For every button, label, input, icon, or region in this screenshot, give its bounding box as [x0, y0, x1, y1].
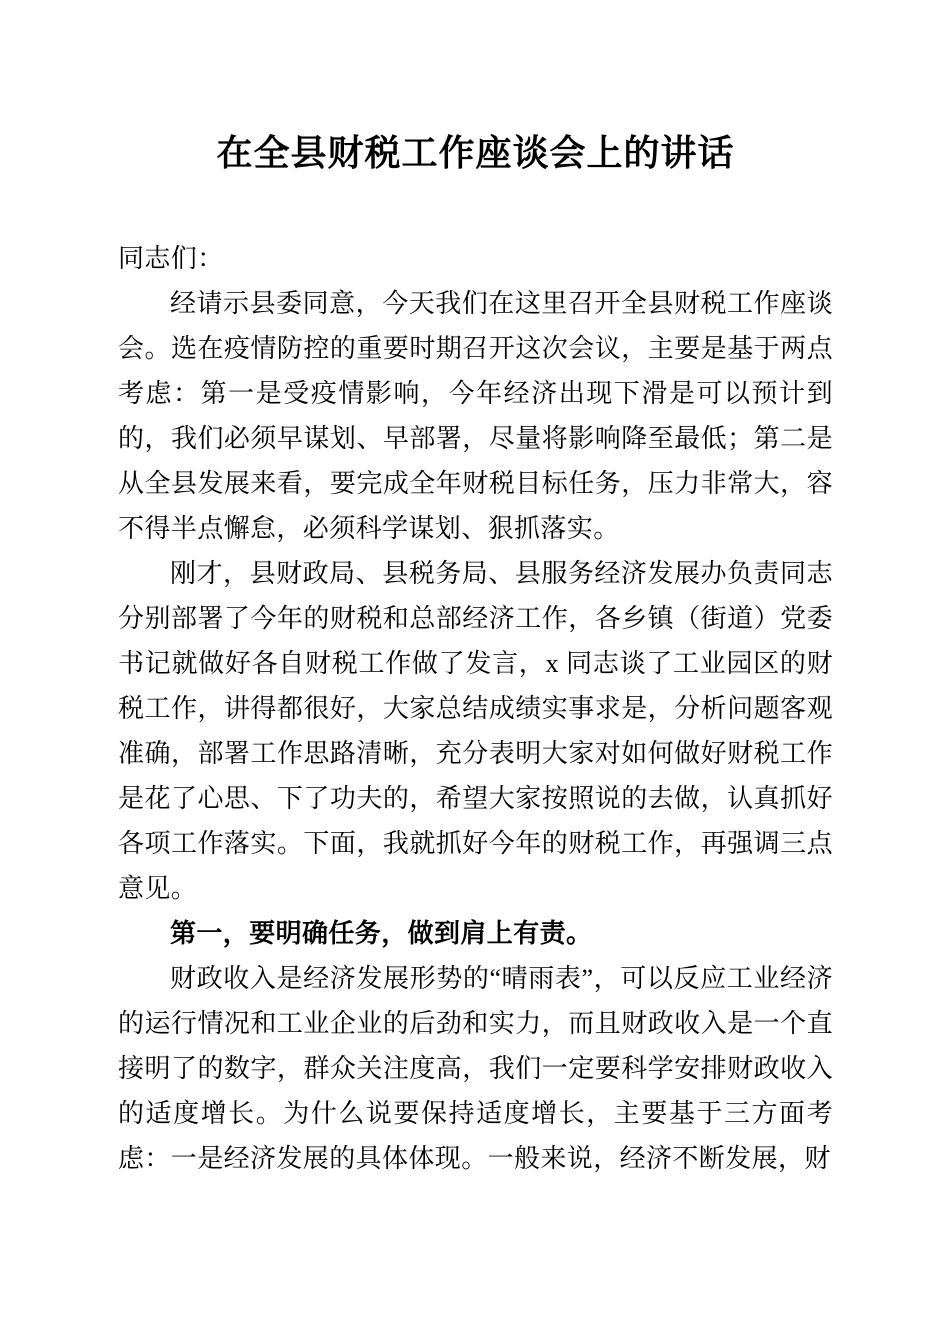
paragraph-opening: 经请示县委同意，今天我们在这里召开全县财税工作座谈会。选在疫情防控的重要时期召开这次会议，主要是基于两点考虑：第一是受疫情影响，今年经济出现下滑是可以预计到的，我们必须早谋划、早部署，尽量将影响降至最低；第二是从全县发展来看，要完成全年财税目标任务，压力非常大，容不得半点懈怠，必须科学谋划、狠抓落实。 — [118, 289, 833, 543]
document-body — [118, 236, 833, 1181]
salutation: 同志们： — [118, 244, 224, 273]
paragraph-review: 刚才，县财政局、县税务局、县服务经济发展办负责同志分别部署了今年的财税和总部经济工作，各乡镇（街道）党委书记就做好各自财税工作做了发言，x 同志谈了工业园区的财税工作，讲得都很好，大家总结成绩实事求是，分析问题客观准确，部署工作思路清晰，充分表明大家对如何做好财税工作是花了心思、下了功夫的，希望大家按照说的去做，认真抓好各项工作落实。下面，我就抓好今年的财税工作，再强调三点意见。 — [118, 559, 833, 903]
section-heading-first: 第一，要明确任务，做到肩上有责。 — [170, 919, 593, 948]
document-title: 在全县财税工作座谈会上的讲话 — [216, 133, 735, 173]
paragraph-fiscal-revenue: 财政收入是经济发展形势的“晴雨表”，可以反应工业经济的运行情况和工业企业的后劲和实力，而且财政收入是一个直接明了的数字，群众关注度高，我们一定要科学安排财政收入的适度增长。为什么说要保持适度增长，主要基于三方面考虑：一是经济发展的具体体现。一般来说，经济不断发展，财 — [118, 964, 833, 1173]
